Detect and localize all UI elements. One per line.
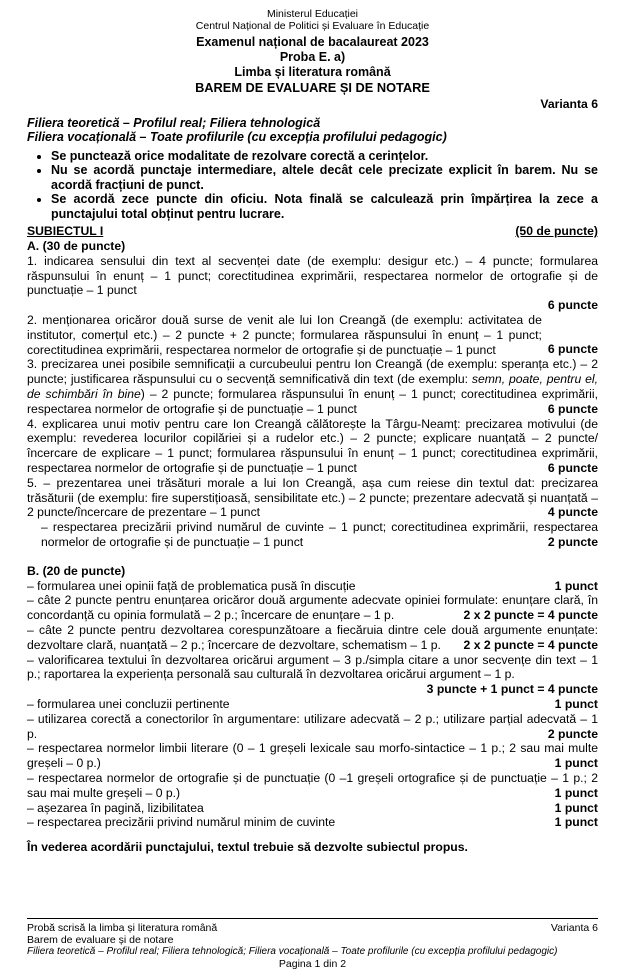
- item-b4-points: 3 puncte + 1 punct = 4 puncte: [426, 682, 598, 697]
- item-b5: – formularea unei concluzii pertinente 1 punct: [27, 697, 598, 711]
- item-b2-points: 2 x 2 puncte = 4 puncte: [463, 608, 598, 623]
- footer-filiera: Filiera teoretică – Profilul real; Filiera tehnologică; Filiera vocațională – Toate profilurile (cu excepția profilului pedagogic): [27, 946, 558, 957]
- item-a5-extra: – respectarea precizării privind numărul de cuvinte – 1 punct; corectitudinea exprimării, respectarea normelor de ortografie și de punctuație – 1 punct: [41, 520, 598, 550]
- item-b9: – așezarea în pagină, lizibilitatea 1 punct: [27, 800, 598, 815]
- item-b3-points: 2 x 2 puncte = 4 puncte: [463, 637, 598, 652]
- filiera-line-2: Filiera vocațională – Toate profilurile (cu excepția profilului pedagogic): [27, 130, 447, 145]
- subject-name: Limba și literatura română: [234, 65, 391, 79]
- page-footer: [27, 918, 598, 970]
- item-b1: – formularea unei opinii față de problematica pusă în discuție 1 punct: [27, 578, 598, 593]
- item-a2: 6 puncte 2. menționarea oricăror două surse de venit ale lui Ion Creangă (de exemplu: activitatea de institutor, comerțul etc.) – 2 puncte + 2 puncte; formularea răspunsului în enunț – 1 punct; corectitudinea exprimării, respectarea normelor de ortografie și de punctuație – 1 punct: [27, 313, 598, 357]
- ministry-name: Ministerul Educației: [266, 8, 359, 20]
- item-b6-points: 2 puncte: [547, 726, 598, 741]
- item-b6: – utilizarea corectă a conectorilor în argumentare: utilizare adecvată – 2 p.; utilizare parțial adecvată – 1 p.: [27, 711, 598, 741]
- barem-title: BAREM DE EVALUARE ȘI DE NOTARE: [195, 80, 430, 95]
- item-a1-points: 6 puncte: [547, 298, 598, 313]
- footer-barem-label: Barem de evaluare și de notare: [27, 934, 174, 946]
- item-a4: 4. explicarea unui motiv pentru care Ion Creangă călătorește la Târgu-Neamț: precizarea motivului (de exemplu: revederea locurilor copilăriei și a rudelor etc.) – 2 puncte; explicare nuanțată – 2 puncte/ încercare de explicare – 1 punct; formularea răspunsului în enunț – 1 punct; corectitudinea exprimării, respectarea normelor de ortografie și de punctuație – 1 punct: [27, 416, 598, 476]
- footer-variant: Varianta 6: [550, 922, 598, 934]
- rules-list: [27, 149, 598, 222]
- footer-page-number: Pagina 1 din 2: [278, 958, 347, 970]
- section-b-title: B. (20 de puncte): [27, 563, 126, 578]
- proba-label: Proba E. a): [279, 50, 346, 64]
- center-name: Centrul Național de Politici și Evaluare în Educație: [195, 20, 430, 32]
- subiectul-title: SUBIECTUL I: [27, 224, 104, 239]
- item-a1: 1. indicarea sensului din text al secvenței date (de exemplu: desigur etc.) – 4 puncte; formularea răspunsului în enunț – 1 punct; corectitudinea exprimării, respectarea normelor de ortografie și de punctuație – 1 punct: [27, 253, 598, 298]
- final-note: În vederea acordării punctajului, textul trebuie să dezvolte subiectul propus.: [27, 840, 468, 855]
- document-page: [27, 8, 598, 855]
- subiectul-points: (50 de puncte): [515, 224, 598, 239]
- item-b8-points: 1 punct: [554, 785, 598, 800]
- item-b3: – câte 2 puncte pentru dezvoltarea corespunzătoare a fiecăruia dintre cele două argumente enunțate: dezvoltare clară, nuanțată – 2 p.; încercare de dezvoltare, schematism – 1 p.: [27, 623, 598, 652]
- item-b8: – respectarea normelor de ortografie și de punctuație (0 –1 greșeli ortografice și de punctuație – 1 p.; 2 sau mai multe greșeli – 0 p.): [27, 770, 598, 800]
- item-b7-points: 1 punct: [554, 756, 598, 771]
- item-b4: – valorificarea textului în dezvoltarea oricărui argument – 3 p./simpla citare a unor secvențe din text – 1 p.; raportarea la experiența personală sau culturală în dezvoltarea oricărui argument – 1 p.: [27, 652, 598, 682]
- item-a2-points: 6 puncte: [547, 342, 598, 357]
- section-a-title: A. (30 de puncte): [27, 239, 126, 254]
- item-b7: – respectarea normelor limbii literare (0 – 1 greșeli lexicale sau morfo-sintactice – 1 p.; 2 sau mai multe greșeli – 0 p.): [27, 741, 598, 771]
- item-b2: – câte 2 puncte pentru enunțarea oricăror două argumente adecvate opiniei formulate: enunțare clară, în concordanță cu opinia formulată – 2 p.; încercare de enunțare – 1 p.: [27, 593, 598, 623]
- item-a4-points: 6 puncte: [547, 461, 598, 476]
- item-b10: – respectarea precizării privind numărul minim de cuvinte 1 punct: [27, 815, 598, 830]
- item-a3-points: 6 puncte: [547, 401, 598, 416]
- rule-item: • Se punctează orice modalitate de rezolvare corectă a cerințelor.: [51, 149, 598, 164]
- item-a5-extra-points: 2 puncte: [547, 535, 598, 550]
- variant-label: Varianta 6: [540, 97, 598, 111]
- item-a5-points: 4 puncte: [547, 505, 598, 520]
- rule-item: • Nu se acordă punctaje intermediare, altele decât cele precizate explicit în barem. Nu se acordă fracțiuni de punct.: [51, 163, 598, 192]
- exam-title: Examenul național de bacalaureat 2023: [196, 35, 429, 49]
- rule-item: • Se acordă zece puncte din oficiu. Nota finală se calculează prin împărțirea la zece a punctajului total obținut pentru lucrare.: [51, 192, 598, 221]
- filiera-line-1: Filiera teoretică – Profilul real; Filiera tehnologică: [27, 115, 321, 130]
- item-a3: 3. precizarea unei posibile semnificații a curcubeului pentru Ion Creangă (de exemplu: speranța etc.) – 2 puncte; justificarea răspunsului cu o secvență semnificativă din text (de exemplu: semn, poate, pentru el, de schimbări în bine) – 2 puncte; formularea răspunsului în enunț – 1 punct; corectitudinea exprimării, respectarea normelor de ortografie și de punctuație – 1 punct: [27, 357, 598, 416]
- footer-exam-label: Probă scrisă la limba și literatura română: [27, 922, 218, 934]
- item-a5: 5. – prezentarea unei trăsături morale a lui Ion Creangă, așa cum reiese din textul dat: precizarea trăsăturii (de exemplu: fire superstițioasă, sensibilitate etc.) – 2 puncte; prezentare adecvată și nuanțată – 2 puncte/încercare de prezentare – 1 punct: [27, 475, 598, 520]
